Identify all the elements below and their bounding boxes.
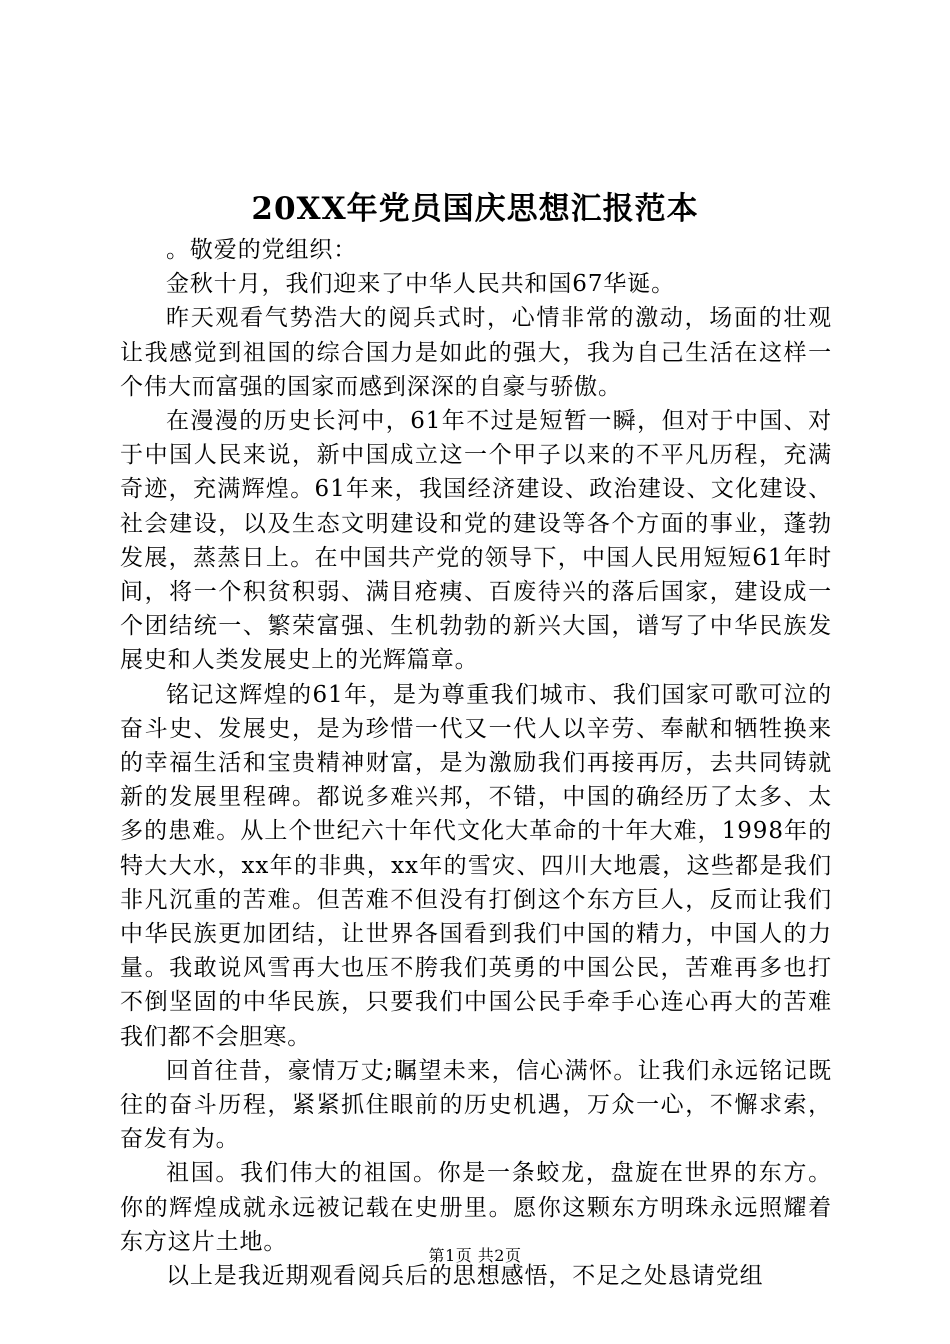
paragraph: 回首往昔，豪情万丈;瞩望未来，信心满怀。让我们永远铭记既往的奋斗历程，紧紧抓住眼前的历史机遇，万众一心，不懈求索，奋发有为。: [120, 1057, 832, 1153]
paragraph: 铭记这辉煌的61年，是为尊重我们城市、我们国家可歌可泣的奋斗史、发展史，是为珍惜一代又一代人以辛劳、奉献和牺牲换来的幸福生活和宝贵精神财富，是为激励我们再接再厉，去共同铸就新的发展里程碑。都说多难兴邦，不错，中国的确经历了太多、太多的患难。从上个世纪六十年代文化大革命的十年大难，1998年的特大大水，xx年的非典，xx年的雪灾、四川大地震，这些都是我们非凡沉重的苦难。但苦难不但没有打倒这个东方巨人，反而让我们中华民族更加团结，让世界各国看到我们中国的精力，中国人的力量。我敢说风雪再大也压不胯我们英勇的中国公民，苦难再多也打不倒坚固的中华民族，只要我们中国公民手牵手心连心再大的苦难我们都不会胆寒。: [120, 681, 832, 1050]
paragraph: 金秋十月，我们迎来了中华人民共和国67华诞。: [166, 271, 676, 298]
document-body: [120, 233, 832, 1293]
document-title: 20XX年党员国庆思想汇报范本: [251, 191, 699, 227]
paragraph: 昨天观看气势浩大的阅兵式时，心情非常的激动，场面的壮观让我感觉到祖国的综合国力是如此的强大，我为自己生活在这样一个伟大而富强的国家而感到深深的自豪与骄傲。: [120, 305, 832, 400]
paragraph: 在漫漫的历史长河中，61年不过是短暂一瞬，但对于中国、对于中国人民来说，新中国成立这一个甲子以来的不平凡历程，充满奇迹，充满辉煌。61年来，我国经济建设、政治建设、文化建设、社会建设，以及生态文明建设和党的建设等各个方面的事业，蓬勃发展，蒸蒸日上。在中国共产党的领导下，中国人民用短短61年时间，将一个积贫积弱、满目疮痍、百废待兴的落后国家，建设成一个团结统一、繁荣富强、生机勃勃的新兴大国，谱写了中华民族发展史和人类发展史上的光辉篇章。: [120, 408, 832, 674]
page-number-footer: 第1页 共2页: [428, 1246, 522, 1265]
paragraph: 祖国。我们伟大的祖国。你是一条蛟龙，盘旋在世界的东方。你的辉煌成就永远被记载在史册里。愿你这颗东方明珠永远照耀着东方这片土地。: [120, 1160, 832, 1255]
salutation: 。敬爱的党组织：: [166, 237, 358, 263]
paragraph: 以上是我近期观看阅兵后的思想感悟，不足之处恳请党组: [166, 1263, 764, 1290]
